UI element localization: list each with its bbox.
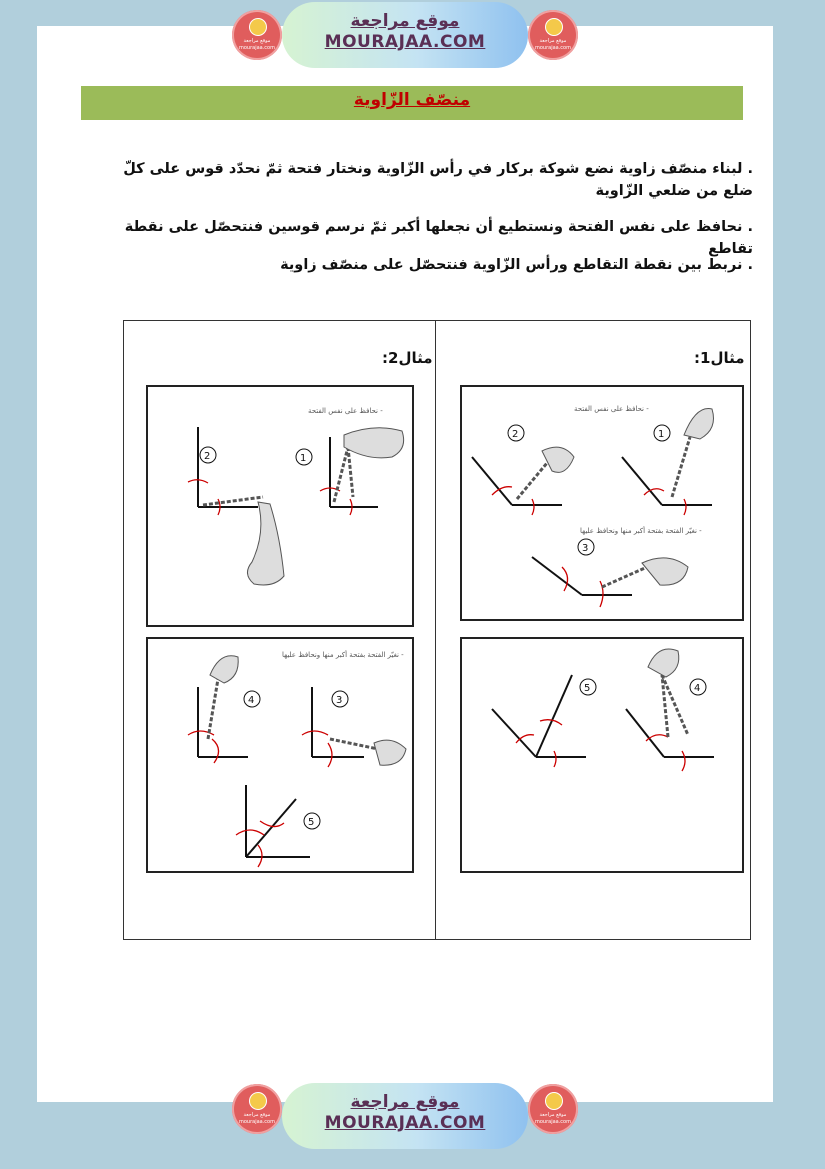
site-banner-footer[interactable]	[282, 1083, 528, 1149]
example-1-label: مثال1:	[694, 349, 745, 367]
step-paragraph-2: . نحافظ على نفس الفتحة ونستطيع أن نجعلها أكبر ثمّ نرسم قوسين فنتحصّل على نقطة تقاطع	[124, 219, 753, 257]
example-2-steps-1-2-figure	[146, 385, 414, 627]
site-logo-left: موقع مراجعة mourajaa.com	[232, 10, 282, 60]
example-1-steps-1-3-figure	[460, 385, 744, 621]
site-name-arabic: موقع مراجعة	[350, 1092, 460, 1112]
svg-text:5: 5	[584, 683, 591, 694]
lesson-title: منصّف الزّاوية	[353, 90, 471, 110]
step-paragraph-1: . لبناء منصّف زاوية نضع شوكة بركار في رأس الزّاوية ونختار فتحة ثمّ نحدّد قوس على كلّ ضلع من ضلعي الزّاوية	[123, 161, 753, 199]
svg-text:2: 2	[512, 429, 519, 440]
caption-keep-opening: - نحافظ على نفس الفتحة	[308, 407, 383, 415]
examples-table	[123, 320, 751, 940]
compass-drawing	[148, 387, 412, 625]
caption-larger-opening: - نغيّر الفتحة بفتحة أكبر منها ونحافظ عليها	[580, 527, 702, 535]
caption-keep-opening: - نحافظ على نفس الفتحة	[574, 405, 649, 413]
site-name-latin: MOURAJAA.COM	[324, 32, 486, 52]
svg-text:2: 2	[204, 451, 211, 462]
svg-text:3: 3	[336, 695, 343, 706]
svg-text:5: 5	[308, 817, 315, 828]
site-logo-left: موقع مراجعة mourajaa.com	[232, 1084, 282, 1134]
compass-drawing	[462, 387, 742, 619]
table-divider	[435, 321, 436, 939]
compass-drawing	[462, 639, 742, 871]
compass-drawing	[148, 639, 412, 871]
svg-text:3: 3	[582, 543, 589, 554]
example-1-steps-4-5-figure	[460, 637, 744, 873]
svg-text:4: 4	[694, 683, 701, 694]
svg-text:4: 4	[248, 695, 255, 706]
site-logo-right: موقع مراجعة mourajaa.com	[528, 10, 578, 60]
svg-text:1: 1	[300, 453, 307, 464]
site-banner-header[interactable]	[282, 2, 528, 68]
svg-text:1: 1	[658, 429, 665, 440]
example-2-steps-3-5-figure	[146, 637, 414, 873]
example-2-label: مثال2:	[382, 349, 433, 367]
caption-larger-opening: - نغيّر الفتحة بفتحة أكبر منها ونحافظ عليها	[282, 651, 404, 659]
lesson-title-bar	[81, 86, 743, 120]
site-name-arabic: موقع مراجعة	[350, 11, 460, 31]
site-logo-right: موقع مراجعة mourajaa.com	[528, 1084, 578, 1134]
site-name-latin: MOURAJAA.COM	[324, 1113, 486, 1133]
step-paragraph-3: . نربط بين نقطة التقاطع ورأس الزّاوية فنتحصّل على منصّف زاوية	[280, 257, 753, 273]
